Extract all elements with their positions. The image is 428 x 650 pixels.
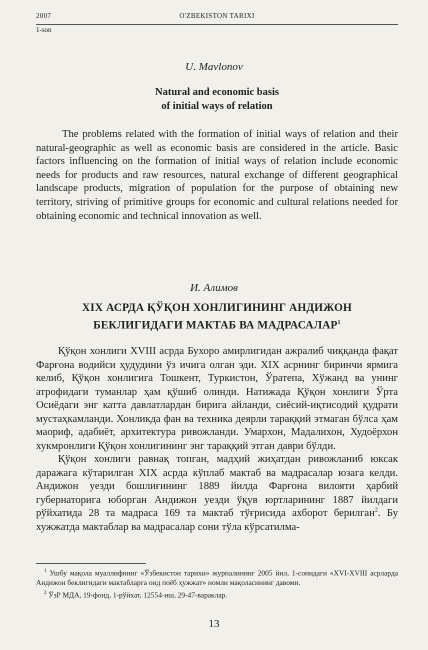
- footnote-1-number: 1: [44, 569, 47, 574]
- uz-title-line-1: XIX АСРДА ҚЎҚОН ХОНЛИГИНИНГ АНДИЖОН: [82, 302, 352, 314]
- uz-title-line-2-text: БЕКЛИГИДАГИ МАКТАБ ВА МАДРАСАЛАР: [93, 319, 338, 332]
- page-number: 13: [208, 618, 220, 630]
- footnote-ref-1[interactable]: 1: [337, 320, 341, 326]
- footnote-divider: [36, 563, 146, 564]
- uz-title-line-2: [50, 316, 384, 334]
- footnote-1: [36, 567, 398, 588]
- en-title-line-1: Natural and economic basis: [155, 87, 279, 98]
- en-abstract: The problems related with the formation of initial ways of relation and their natural-geographic as well as economic basis are considered in the article. Basic factors influencing on the formation of initial ways of relation include economic needs for products and raw resources, natural exchange of different geographical landscape products, migration of population for the purpose of obtaining new territory, striving of primitive groups for economic and cultural relations needed for obtaining economic and technical innovation as well.: [36, 129, 398, 222]
- footnote-ref-2[interactable]: 2: [374, 507, 378, 514]
- body-paragraph-2-tail: . Бу хужжатда мактаблар ва мадрасалар сони тўла кўрсатилма-: [36, 508, 398, 533]
- body-paragraph-2-text: Қўқон хонлиги равнақ топган, мадҳий жиҳатдан ривожланиб юксак даражага кўтарилган XIX асрда кўплаб мактаб ва мадрасалар юзага келди. Андижон уезди бошлиғининг 1889 йилда Фарғона вилояти ҳарбий губернаторига юборган Андижон уезди ўқув юртларининг 1887 йилдаги рўйхатида 28 та мадраса 169 та мактаб тўғрисида ахборот берилган: [36, 454, 398, 519]
- uz-author: И. Алимов: [190, 282, 238, 294]
- running-head-journal: O'ZBEKISTON TARIXI: [179, 12, 255, 20]
- body-paragraph-2: [36, 453, 398, 534]
- en-title: [60, 86, 374, 114]
- uz-title: [50, 301, 384, 334]
- footnote-1-text: Ушбу мақола муаллифнинг «Ўзбекистон тарихи» журналининг 2005 йил, 1-сонидаги «XVI-XVIII асрларда Андижон беклигидаги мактабларга оид поёб ҳужжат» номли мақоласининг давоми.: [36, 568, 398, 588]
- footnotes: [36, 567, 398, 602]
- running-head-issue: 1-son: [36, 26, 52, 34]
- footnote-2-text: ЎзР МДА, 19-фонд, 1-рўйхат, 12554-иш, 29-47-вараклар.: [48, 590, 228, 600]
- article-body: [36, 345, 398, 534]
- body-paragraph-1: Қўқон хонлиги XVIII асрда Бухоро амирлигидан ажралиб чиққанда фақат Фарғона водийси ҳудудини ўз ичига олган эди. XIX асрнинг биринчи ярмига келиб, Қўқон хонлигига Тошкент, Туркистон, Ўратепа, Хўжанд ва унинг атрофидаги туманлар ҳам қўшиб олинди. Натижада Қўқон хонлиги Ўрта Осиёдаги энг катта давлатлардан бирига айланди, сиёсий-иқтисодий қудрати мустаҳкамланди. Хонликда фан ва техника деярли тараққий этмаган бўлса ҳам маориф, адабиёт, архитектура ривожланди. Умархон, Мадалихон, Худоёрхон хукмронлиги Қўқон хонлигининг энг тараққий этган даври бўлди.: [36, 346, 398, 452]
- running-head: [36, 10, 398, 25]
- footnote-2-number: 2: [44, 591, 47, 597]
- en-title-line-2: of initial ways of relation: [161, 101, 273, 112]
- footnote-2: [36, 589, 398, 600]
- running-head-year: 2007: [36, 12, 52, 20]
- en-author: U. Mavlonov: [185, 61, 243, 73]
